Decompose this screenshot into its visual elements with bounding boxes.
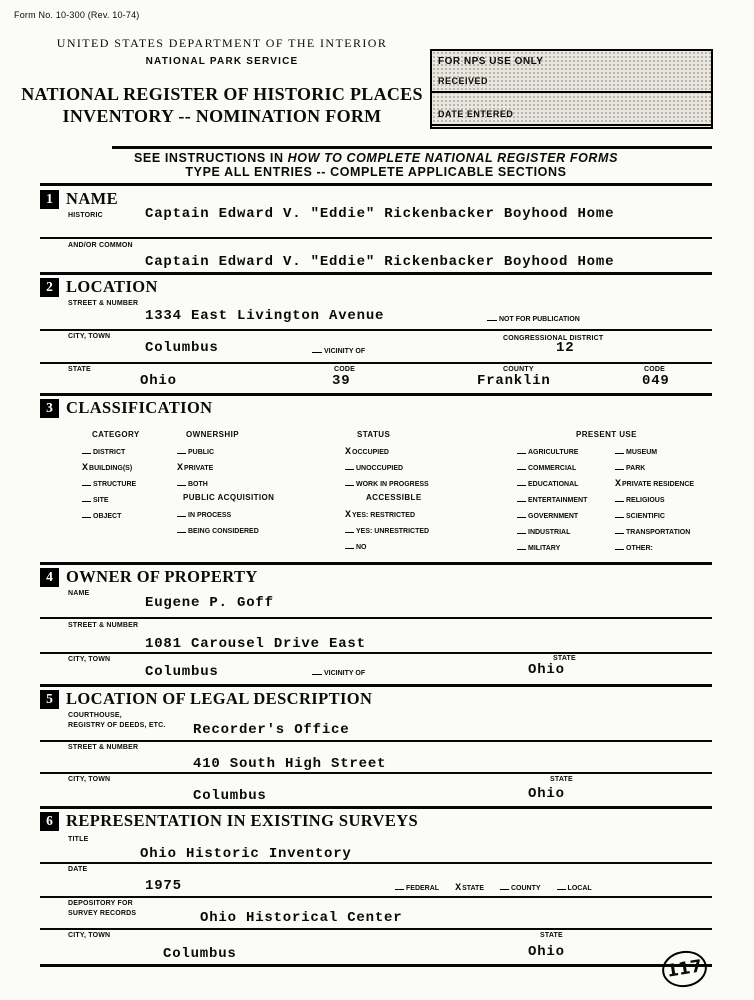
checkbox-label: AGRICULTURE xyxy=(528,449,579,456)
instructions-top-rule xyxy=(112,146,712,149)
vicinity-label xyxy=(312,348,365,355)
present-use-checklist-col1 xyxy=(517,445,587,557)
section-legal-description xyxy=(0,684,754,806)
checkbox-label: LOCAL xyxy=(567,885,592,892)
checkbox-federal xyxy=(395,884,439,894)
blank-line-mark xyxy=(517,546,526,550)
blank-line-mark xyxy=(615,498,624,502)
service-title: NATIONAL PARK SERVICE xyxy=(145,56,299,67)
checkbox-label: YES: UNRESTRICTED xyxy=(356,528,430,535)
checkbox-label: PRIVATE xyxy=(184,465,214,472)
checkbox-other xyxy=(615,541,694,557)
x-mark: X xyxy=(615,479,622,490)
owner-vicinity-label xyxy=(312,670,365,677)
survey-level-checkrow xyxy=(395,884,592,894)
section1-header xyxy=(40,189,118,209)
checkbox-label: BEING CONSIDERED xyxy=(188,528,259,535)
form-title-line2: INVENTORY -- NOMINATION FORM xyxy=(62,106,382,126)
checkbox-label: INDUSTRIAL xyxy=(528,529,571,536)
checkbox-commercial xyxy=(517,461,587,477)
form-number: Form No. 10-300 (Rev. 10-74) xyxy=(14,10,140,20)
section1-number: 1 xyxy=(40,190,59,209)
survey-title-label: TITLE xyxy=(68,836,89,843)
blank-line-mark xyxy=(177,450,186,454)
section2-title: LOCATION xyxy=(66,277,158,296)
checkbox-both xyxy=(177,477,214,493)
category-checklist xyxy=(82,445,136,525)
depository-label-line1: DEPOSITORY FOR xyxy=(68,900,133,907)
field-rule xyxy=(40,740,712,742)
blank-line-mark xyxy=(615,466,624,470)
section3-header xyxy=(40,398,213,418)
x-mark: X xyxy=(177,463,184,474)
field-rule xyxy=(40,329,712,331)
section-name xyxy=(0,183,754,272)
section-owner xyxy=(0,562,754,684)
congressional-district-value: 12 xyxy=(556,340,575,356)
checkbox-label: WORK IN PROGRESS xyxy=(356,481,429,488)
instructions-line1-prefix: SEE INSTRUCTIONS IN xyxy=(133,151,288,165)
x-mark: X xyxy=(455,883,462,894)
owner-name-label: NAME xyxy=(68,590,90,597)
blank-line-mark xyxy=(345,529,354,533)
checkbox-agriculture xyxy=(517,445,587,461)
checkbox-label: BUILDING(S) xyxy=(89,465,133,472)
public-acquisition-checklist xyxy=(177,508,259,540)
county-label: COUNTY xyxy=(503,366,534,373)
checkbox-label: UNOCCUPIED xyxy=(356,465,404,472)
blank-line-mark xyxy=(615,450,624,454)
checkbox-label: MUSEUM xyxy=(626,449,658,456)
blank-line-mark xyxy=(177,529,186,533)
checkbox-no xyxy=(345,540,429,556)
legal-city-label: CITY, TOWN xyxy=(68,776,111,783)
checkbox-label: COUNTY xyxy=(510,885,541,892)
blank-line-mark xyxy=(345,482,354,486)
blank-line-mark xyxy=(177,513,186,517)
county-code-value: 049 xyxy=(642,373,670,389)
field-rule xyxy=(40,772,712,774)
section-rule xyxy=(40,684,712,687)
legal-city-value: Columbus xyxy=(193,788,267,804)
department-title: UNITED STATES DEPARTMENT OF THE INTERIOR xyxy=(56,36,388,50)
instructions-line2: TYPE ALL ENTRIES -- COMPLETE APPLICABLE SECTIONS xyxy=(185,165,567,179)
owner-vicinity-text: VICINITY OF xyxy=(324,670,366,677)
nps-box-title: FOR NPS USE ONLY xyxy=(438,56,544,67)
checkbox-label: MILITARY xyxy=(528,545,561,552)
checkbox-label: STRUCTURE xyxy=(93,481,137,488)
owner-name-value: Eugene P. Goff xyxy=(145,595,274,611)
checkbox-yes-restricted xyxy=(345,508,429,524)
field-rule xyxy=(40,896,712,898)
blank-line-mark xyxy=(395,886,404,890)
survey-city-value: Columbus xyxy=(163,946,237,962)
section5-number: 5 xyxy=(40,690,59,709)
checkbox-yes-unrestricted xyxy=(345,524,429,540)
checkbox-label: OCCUPIED xyxy=(352,449,389,456)
not-for-publication-text: NOT FOR PUBLICATION xyxy=(499,316,580,323)
checkbox-label: RELIGIOUS xyxy=(626,497,665,504)
section3-number: 3 xyxy=(40,399,59,418)
blank-line-mark xyxy=(517,466,526,470)
blank-line-mark xyxy=(517,450,526,454)
section-classification xyxy=(0,393,754,562)
checkbox-industrial xyxy=(517,525,587,541)
section3-title: CLASSIFICATION xyxy=(66,398,213,417)
checkbox-label: IN PROCESS xyxy=(188,512,232,519)
x-mark: X xyxy=(82,463,89,474)
date-entered-line xyxy=(432,124,711,126)
blank-line-mark xyxy=(517,514,526,518)
instructions-block xyxy=(0,140,754,183)
checkbox-label: SITE xyxy=(93,497,109,504)
survey-city-label: CITY, TOWN xyxy=(68,932,111,939)
present-use-checklist-col2 xyxy=(615,445,694,557)
checkbox-being-considered xyxy=(177,524,259,540)
x-mark: X xyxy=(345,447,352,458)
blank-line-mark xyxy=(82,482,91,486)
section6-title: REPRESENTATION IN EXISTING SURVEYS xyxy=(66,811,419,830)
section-bottom-rule xyxy=(40,964,712,967)
congressional-district-label: CONGRESSIONAL DISTRICT xyxy=(503,335,604,342)
page-number-text: 117 xyxy=(665,956,704,982)
checkbox-unoccupied xyxy=(345,461,429,477)
historic-label: HISTORIC xyxy=(68,212,103,219)
section-rule xyxy=(40,806,712,809)
status-checklist xyxy=(345,445,429,493)
checkbox-local xyxy=(557,884,592,894)
owner-street-label: STREET & NUMBER xyxy=(68,622,139,629)
checkbox-in-process xyxy=(177,508,259,524)
survey-title-value: Ohio Historic Inventory xyxy=(140,846,352,862)
field-rule xyxy=(40,362,712,364)
survey-state-label: STATE xyxy=(540,932,563,939)
section-location xyxy=(0,272,754,393)
survey-state-value: Ohio xyxy=(528,944,565,960)
checkbox-label: YES: RESTRICTED xyxy=(352,512,416,519)
checkbox-entertainment xyxy=(517,493,587,509)
blank-line-mark xyxy=(500,886,509,890)
status-column-header: STATUS xyxy=(357,430,391,439)
survey-date-label: DATE xyxy=(68,866,88,873)
city-label: CITY, TOWN xyxy=(68,333,111,340)
nps-use-only-box xyxy=(430,49,713,129)
section-rule xyxy=(40,272,712,275)
common-value: Captain Edward V. "Eddie" Rickenbacker Boyhood Home xyxy=(145,254,615,270)
checkbox-label: SCIENTIFIC xyxy=(626,513,665,520)
checkbox-label: OTHER: xyxy=(626,545,653,552)
section5-title: LOCATION OF LEGAL DESCRIPTION xyxy=(66,689,373,708)
section4-header xyxy=(40,567,258,587)
county-code-label: CODE xyxy=(644,366,666,373)
section2-number: 2 xyxy=(40,278,59,297)
legal-state-value: Ohio xyxy=(528,786,565,802)
blank-line-mark xyxy=(615,514,624,518)
blank-line-mark xyxy=(615,546,624,550)
checkbox-religious xyxy=(615,493,694,509)
owner-city-value: Columbus xyxy=(145,664,219,680)
checkbox-label: TRANSPORTATION xyxy=(626,529,691,536)
checkbox-label: GOVERNMENT xyxy=(528,513,579,520)
section4-number: 4 xyxy=(40,568,59,587)
state-value: Ohio xyxy=(140,373,177,389)
checkbox-private xyxy=(177,461,214,477)
field-rule xyxy=(40,617,712,619)
street-value: 1334 East Livington Avenue xyxy=(145,308,385,324)
checkbox-label: PRIVATE RESIDENCE xyxy=(622,481,695,488)
blank-line-mark xyxy=(517,482,526,486)
checkbox-structure xyxy=(82,477,136,493)
checkbox-military xyxy=(517,541,587,557)
checkbox-label: COMMERCIAL xyxy=(528,465,577,472)
public-acquisition-subheader: PUBLIC ACQUISITION xyxy=(183,493,275,502)
owner-state-value: Ohio xyxy=(528,662,565,678)
section4-title: OWNER OF PROPERTY xyxy=(66,567,258,586)
checkbox-private-residence xyxy=(615,477,694,493)
checkbox-county xyxy=(500,884,541,894)
state-code-value: 39 xyxy=(332,373,351,389)
not-for-publication-label xyxy=(487,316,580,323)
section-rule xyxy=(40,562,712,565)
checkbox-occupied xyxy=(345,445,429,461)
ownership-checklist xyxy=(177,445,214,493)
state-code-label: CODE xyxy=(334,366,356,373)
checkbox-transportation xyxy=(615,525,694,541)
checkbox-label: BOTH xyxy=(188,481,208,488)
checkbox-state xyxy=(455,884,484,894)
accessible-subheader: ACCESSIBLE xyxy=(366,493,422,502)
depository-label-line2: SURVEY RECORDS xyxy=(68,910,137,917)
state-label: STATE xyxy=(68,366,91,373)
vicinity-text: VICINITY OF xyxy=(324,348,366,355)
street-label: STREET & NUMBER xyxy=(68,300,139,307)
blank-line-mark xyxy=(345,545,354,549)
legal-street-label: STREET & NUMBER xyxy=(68,744,139,751)
courthouse-value: Recorder's Office xyxy=(193,722,350,738)
instructions-line1-italic: HOW TO COMPLETE NATIONAL REGISTER FORMS xyxy=(287,151,619,165)
date-entered-label: DATE ENTERED xyxy=(438,109,514,119)
field-rule xyxy=(40,652,712,654)
checkbox-label: FEDERAL xyxy=(406,885,440,892)
checkbox-site xyxy=(82,493,136,509)
field-rule xyxy=(40,237,712,239)
section1-title: NAME xyxy=(66,189,119,208)
checkbox-label: NO xyxy=(356,544,367,551)
blank-line-mark xyxy=(557,886,566,890)
courthouse-label-line2: REGISTRY OF DEEDS, ETC. xyxy=(68,722,166,729)
common-label: AND/OR COMMON xyxy=(68,242,133,249)
historic-value: Captain Edward V. "Eddie" Rickenbacker Boyhood Home xyxy=(145,206,615,222)
section6-header xyxy=(40,811,418,831)
section5-header xyxy=(40,689,372,709)
legal-street-value: 410 South High Street xyxy=(193,756,387,772)
field-rule xyxy=(40,862,712,864)
blank-line-mark xyxy=(345,466,354,470)
county-value: Franklin xyxy=(477,373,551,389)
blank-line-mark xyxy=(517,530,526,534)
blank-line-mark xyxy=(82,498,91,502)
section-surveys xyxy=(0,806,754,970)
section-rule xyxy=(40,393,712,396)
legal-state-label: STATE xyxy=(550,776,573,783)
checkbox-label: DISTRICT xyxy=(93,449,126,456)
form-title-line1: NATIONAL REGISTER OF HISTORIC PLACES xyxy=(21,84,423,104)
received-label: RECEIVED xyxy=(438,76,489,86)
checkbox-work-in-progress xyxy=(345,477,429,493)
checkbox-museum xyxy=(615,445,694,461)
section2-header xyxy=(40,277,158,297)
checkbox-scientific xyxy=(615,509,694,525)
checkbox-label: ENTERTAINMENT xyxy=(528,497,588,504)
instructions-line1 xyxy=(40,151,712,165)
blank-line-mark xyxy=(82,514,91,518)
present-use-column-header: PRESENT USE xyxy=(576,430,637,439)
section-rule xyxy=(40,183,712,186)
survey-date-value: 1975 xyxy=(145,878,182,894)
depository-value: Ohio Historical Center xyxy=(200,910,403,926)
checkbox-public xyxy=(177,445,214,461)
field-rule xyxy=(40,928,712,930)
owner-state-label: STATE xyxy=(553,655,576,662)
checkbox-park xyxy=(615,461,694,477)
x-mark: X xyxy=(345,510,352,521)
checkbox-government xyxy=(517,509,587,525)
courthouse-label-line1: COURTHOUSE, xyxy=(68,712,122,719)
blank-line-mark xyxy=(517,498,526,502)
checkbox-label: OBJECT xyxy=(93,513,122,520)
checkbox-label: PUBLIC xyxy=(188,449,215,456)
category-column-header: CATEGORY xyxy=(92,430,140,439)
owner-street-value: 1081 Carousel Drive East xyxy=(145,636,366,652)
checkbox-label: EDUCATIONAL xyxy=(528,481,579,488)
section6-number: 6 xyxy=(40,812,59,831)
ownership-column-header: OWNERSHIP xyxy=(186,430,239,439)
checkbox-label: PARK xyxy=(626,465,646,472)
owner-city-label: CITY, TOWN xyxy=(68,656,111,663)
received-line xyxy=(432,91,711,93)
blank-line-mark xyxy=(615,530,624,534)
checkbox-educational xyxy=(517,477,587,493)
blank-line-mark xyxy=(82,450,91,454)
city-value: Columbus xyxy=(145,340,219,356)
accessible-checklist xyxy=(345,508,429,556)
checkbox-object xyxy=(82,509,136,525)
checkbox-district xyxy=(82,445,136,461)
checkbox-label: STATE xyxy=(462,885,484,892)
checkbox-building-s xyxy=(82,461,136,477)
blank-line-mark xyxy=(177,482,186,486)
